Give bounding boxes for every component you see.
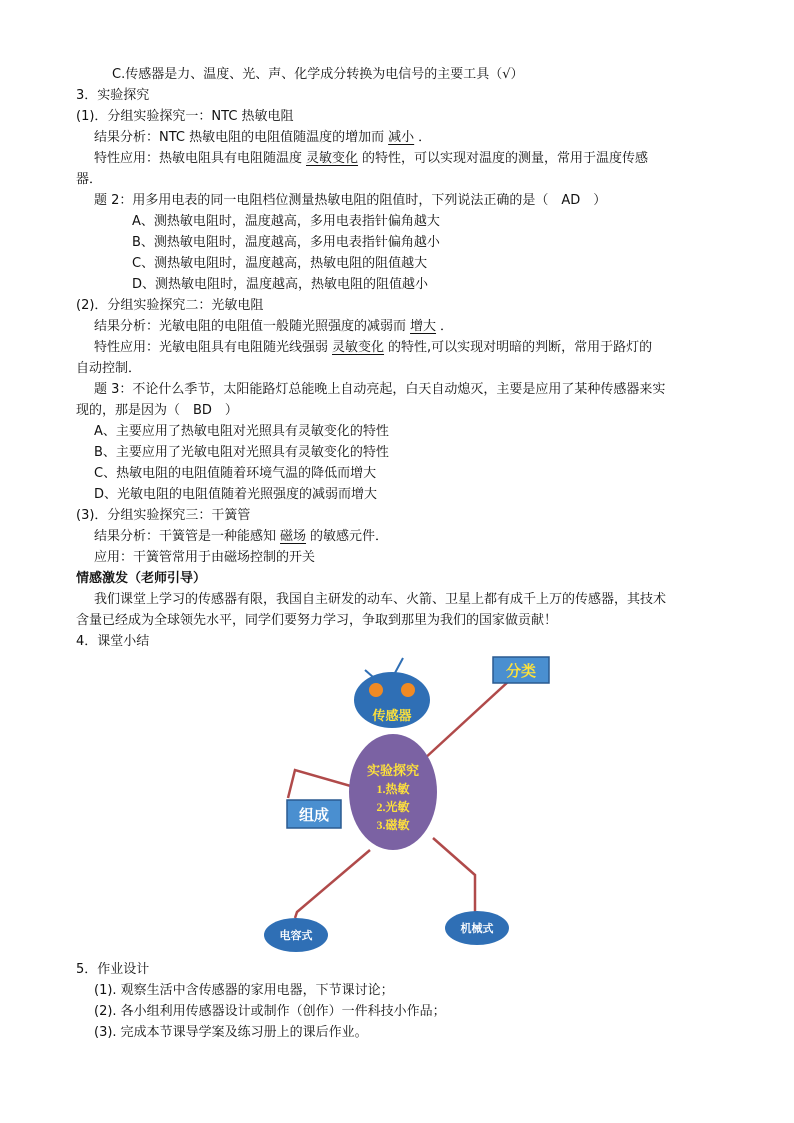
body-item-2: 2.光敏: [376, 800, 410, 814]
exp1-app-end: 的特性，可以实现对温度的测量，常用于温度传感: [362, 151, 649, 166]
q3-option-b: B、主要应用了光敏电阻对光照具有灵敏变化的特性: [94, 445, 389, 460]
body-item-1: 1.热敏: [376, 782, 410, 796]
statement-c: C.传感器是力、温度、光、声、化学成分转换为电信号的主要工具（√）: [112, 67, 524, 82]
exp1-result: [94, 128, 431, 148]
exp1-application: [94, 149, 648, 169]
q2-option-b: B、测热敏电阻时，温度越高，多用电表指针偏角越小: [132, 235, 440, 250]
right-foot-label: 机械式: [460, 923, 494, 935]
exp2-app-end: 的特性,可以实现对明暗的判断，常用于路灯的: [388, 340, 653, 355]
composition-label: 组成: [298, 808, 330, 824]
exp2-result-blank: 增大: [410, 319, 437, 334]
exp1-result-end: ．: [418, 130, 432, 145]
question-2: 题 2：用多用电表的同一电阻档位测量热敏电阻的阻值时，下列说法正确的是（ AD ）: [94, 193, 607, 208]
homework-1: (1). 观察生活中含传感器的家用电器，下节课讨论；: [94, 983, 394, 998]
classification-label: 分类: [505, 664, 537, 680]
emotion-line1: 我们课堂上学习的传感器有限，我国自主研发的动车、火箭、卫星上都有成千上万的传感器，其技术: [94, 592, 667, 607]
right-leg-line: [433, 838, 475, 912]
q2-option-c: C、测热敏电阻时，温度越高，热敏电阻的阻值越大: [132, 256, 428, 271]
head-label: 传感器: [372, 708, 412, 723]
exp2-result: [94, 317, 453, 337]
q3-option-d: D、光敏电阻的电阻值随着光照强度的减弱而增大: [94, 487, 378, 502]
q3-option-c: C、热敏电阻的电阻值随着环境气温的降低而增大: [94, 466, 377, 481]
summary-diagram: [255, 650, 555, 960]
exp3-result: [94, 527, 388, 547]
body-item-3: 3.磁敏: [376, 818, 410, 832]
exp3-title: (3)．分组实验探究三：干簧管: [76, 508, 251, 523]
eye-left: [369, 683, 383, 697]
homework-2: (2). 各小组利用传感器设计或制作（创作）一件科技小作品；: [94, 1004, 446, 1019]
exp1-app-text: 特性应用：热敏电阻具有电阻随温度: [94, 151, 303, 166]
heading-experiments: 3．实验探究: [76, 88, 150, 103]
exp1-app-blank: 灵敏变化: [306, 151, 359, 166]
exp1-result-text: 结果分析：NTC 热敏电阻的电阻值随温度的增加而: [94, 130, 385, 145]
body-title: 实验探究: [366, 763, 420, 778]
exp2-title: (2)．分组实验探究二：光敏电阻: [76, 298, 264, 313]
exp3-application: 应用：干簧管常用于由磁场控制的开关: [94, 550, 316, 565]
exp1-result-blank: 减小: [388, 130, 415, 145]
exp3-result-end: 的敏感元件．: [310, 529, 389, 544]
heading-summary: 4．课堂小结: [76, 634, 150, 649]
left-leg-line: [295, 850, 370, 918]
exp2-result-text: 结果分析：光敏电阻的电阻值一般随光照强度的减弱而: [94, 319, 407, 334]
q3-option-a: A、主要应用了热敏电阻对光照具有灵敏变化的特性: [94, 424, 389, 439]
left-foot-label: 电容式: [279, 930, 313, 942]
exp3-result-text: 结果分析：干簧管是一种能感知: [94, 529, 277, 544]
exp1-title: (1)．分组实验探究一：NTC 热敏电阻: [76, 109, 294, 124]
exp2-app-blank: 灵敏变化: [332, 340, 385, 355]
heading-homework: 5．作业设计: [76, 962, 150, 977]
exp3-result-blank: 磁场: [280, 529, 307, 544]
question-3-line1: 题 3：不论什么季节，太阳能路灯总能晚上自动亮起，白天自动熄灭，主要是应用了某种传感器来实: [94, 382, 666, 397]
exp2-application-cont: 自动控制．: [76, 361, 142, 376]
emotion-title: 情感激发（老师引导）: [76, 571, 207, 586]
exp2-app-text: 特性应用：光敏电阻具有电阻随光线强弱: [94, 340, 329, 355]
q2-option-d: D、测热敏电阻时，温度越高，热敏电阻的阻值越小: [132, 277, 429, 292]
exp2-result-end: ．: [440, 319, 454, 334]
eye-right: [401, 683, 415, 697]
question-3-line2: 现的，那是因为（ BD ）: [76, 403, 238, 418]
emotion-line2: 含量已经成为全球领先水平，同学们要努力学习，争取到那里为我们的国家做贡献！: [76, 613, 558, 628]
q2-option-a: A、测热敏电阻时，温度越高，多用电表指针偏角越大: [132, 214, 440, 229]
exp1-application-cont: 器．: [76, 172, 103, 187]
homework-3: (3). 完成本节课导学案及练习册上的课后作业。: [94, 1025, 368, 1040]
right-arm-line: [423, 680, 510, 760]
exp2-application: [94, 338, 652, 358]
